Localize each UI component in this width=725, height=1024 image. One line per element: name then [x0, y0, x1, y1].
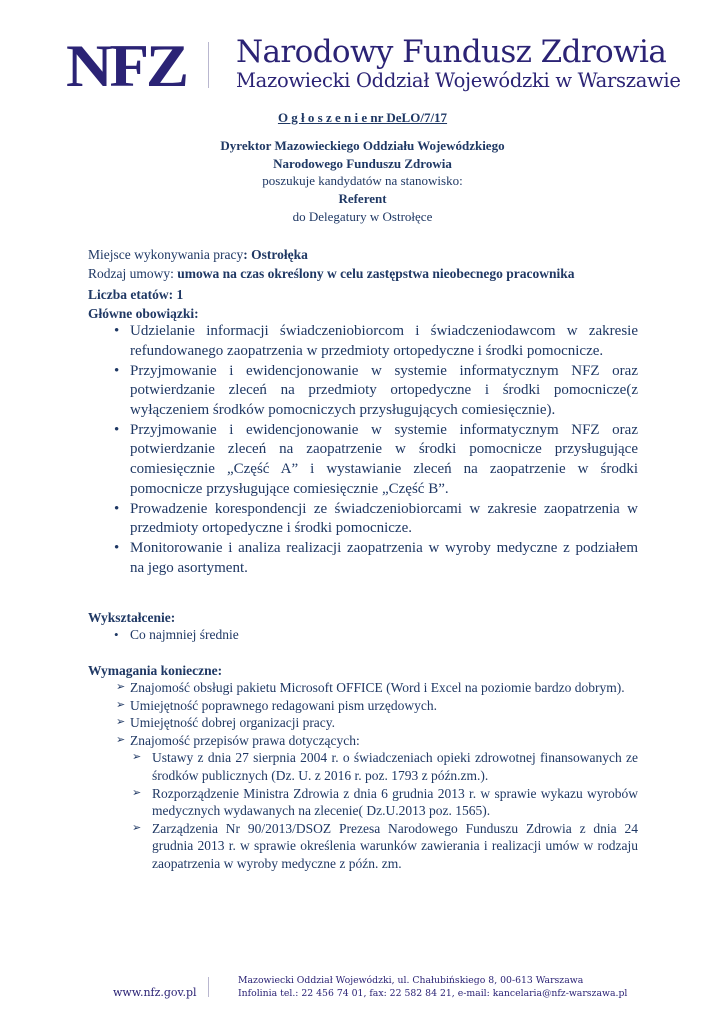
arrow-bullet-icon: ➢ — [116, 698, 126, 711]
nfz-logo: NFZ — [66, 33, 186, 99]
arrow-bullet-icon: ➢ — [116, 733, 126, 746]
bullet-icon: • — [114, 500, 120, 517]
seeking-text: poszukuje kandydatów na stanowisko: — [262, 173, 463, 189]
sub-list-item: ➢ Zarządzenia Nr 90/2013/DSOZ Prezesa Narodowego Funduszu Zdrowia z dnia 24 grudnia 2013 r. w sprawie określenia warunków zawierania i realizacji umów w rodzaju zaopatrzenia w wyroby medyczne z późn. zm. — [132, 820, 638, 871]
director-line-2: Narodowego Funduszu Zdrowia — [273, 155, 452, 171]
position-title: Referent — [338, 190, 387, 206]
footer-contact: Infolinia tel.: 22 456 74 01, fax: 22 582 84 21, e-mail: kancelaria@nfz-warszawa.pl — [238, 988, 628, 999]
organization-title: Narodowy Fundusz Zdrowia — [236, 34, 667, 70]
requirements-heading: Wymagania konieczne: — [88, 663, 223, 678]
footer-website[interactable]: www.nfz.gov.pl — [113, 986, 197, 999]
arrow-bullet-icon: ➢ — [132, 751, 142, 764]
footer-contact-block — [238, 974, 627, 1000]
footer-divider — [208, 977, 209, 997]
arrow-bullet-icon: ➢ — [132, 786, 142, 799]
bullet-icon: • — [114, 627, 119, 642]
arrow-bullet-icon: ➢ — [132, 821, 142, 834]
bullet-icon: • — [114, 540, 120, 557]
header-divider — [208, 42, 209, 88]
bullet-icon: • — [114, 323, 120, 339]
list-item: ➢ Umiejętność poprawnego redagowani pism urzędowych. — [116, 697, 438, 713]
director-line-1: Dyrektor Mazowieckiego Oddziału Wojewódzkiego — [220, 138, 505, 153]
job-details — [88, 245, 638, 323]
list-item: ➢ Znajomość obsługi pakietu Microsoft OFFICE (Word i Excel na poziomie bardzo dobrym). — [116, 680, 625, 695]
bullet-icon: • — [114, 421, 120, 438]
contract-type: Rodzaj umowy: umowa na czas określony w celu zastępstwa nieobecnego pracownika — [88, 266, 575, 281]
bullet-icon: • — [114, 362, 120, 379]
fte-count: Liczba etatów: 1 — [88, 287, 184, 302]
requirements-list — [88, 679, 638, 873]
education-heading: Wykształcenie: — [88, 610, 176, 625]
list-item: • Przyjmowanie i ewidencjonowanie w systemie informatycznym NFZ oraz potwierdzanie zleceń na przedmioty ortopedyczne i środki pomocnicze(z wyłączeniem środków pomocniczych przysługujących comiesięcznie). — [114, 362, 638, 418]
list-item: ➢ Znajomość przepisów prawa dotyczących: — [116, 732, 360, 748]
sub-list-item: ➢ Ustawy z dnia 27 sierpnia 2004 r. o świadczeniach opieki zdrowotnej finansowanych ze środków publicznych (Dz. U. z 2016 r. poz. 1793 z późn.zm.). — [132, 750, 638, 783]
duties-heading: Główne obowiązki: — [88, 306, 199, 321]
education-list — [88, 626, 638, 644]
list-item: • Monitorowanie i analiza realizacji zaopatrzenia w wyroby medyczne z podziałem na jego asortyment. — [114, 540, 638, 576]
announcement-number: O g ł o s z e n i e nr DeLO/7/17 — [277, 110, 448, 125]
arrow-bullet-icon: ➢ — [116, 716, 126, 729]
list-item: • Przyjmowanie i ewidencjonowanie w systemie informatycznym NFZ oraz potwierdzanie zleceń na zaopatrzenie w środki pomocnicze przysługujące comiesięcznie „Część A” i wystawianie zleceń na zaopatrzenie w środki pomocnicze przysługujące comiesięcznie „Część B”. — [114, 421, 638, 497]
list-item: ➢ Umiejętność dobrej organizacji pracy. — [116, 715, 336, 731]
footer-address: Mazowiecki Oddział Wojewódzki, ul. Chałubińskiego 8, 00-613 Warszawa — [238, 975, 584, 986]
arrow-bullet-icon: ➢ — [116, 681, 126, 693]
delegation-text: do Delegatury w Ostrołęce — [292, 209, 433, 225]
list-item: • Prowadzenie korespondencji ze świadczeniobiorcami w zakresie zaopatrzenia w przedmioty ortopedyczne i środki pomocnicze. — [114, 500, 638, 537]
organization-subtitle: Mazowiecki Oddział Wojewódzki w Warszawie — [236, 69, 681, 92]
list-item: • Udzielanie informacji świadczeniobiorcom i świadczeniodawcom w zakresie refundowanego zaopatrzenia w przedmioty ortopedyczne i środki pomocnicze. — [114, 323, 638, 359]
announcement-header — [0, 137, 725, 226]
duties-list — [88, 322, 638, 579]
work-place: Miejsce wykonywania pracy: Ostrołęka — [88, 247, 308, 262]
list-item: • Co najmniej średnie — [114, 627, 239, 642]
sub-list-item: ➢ Rozporządzenie Ministra Zdrowia z dnia 6 grudnia 2013 r. w sprawie wykazu wyrobów medycznych wydawanych na zlecenie( Dz.U.2013 poz. 1565). — [132, 785, 638, 819]
